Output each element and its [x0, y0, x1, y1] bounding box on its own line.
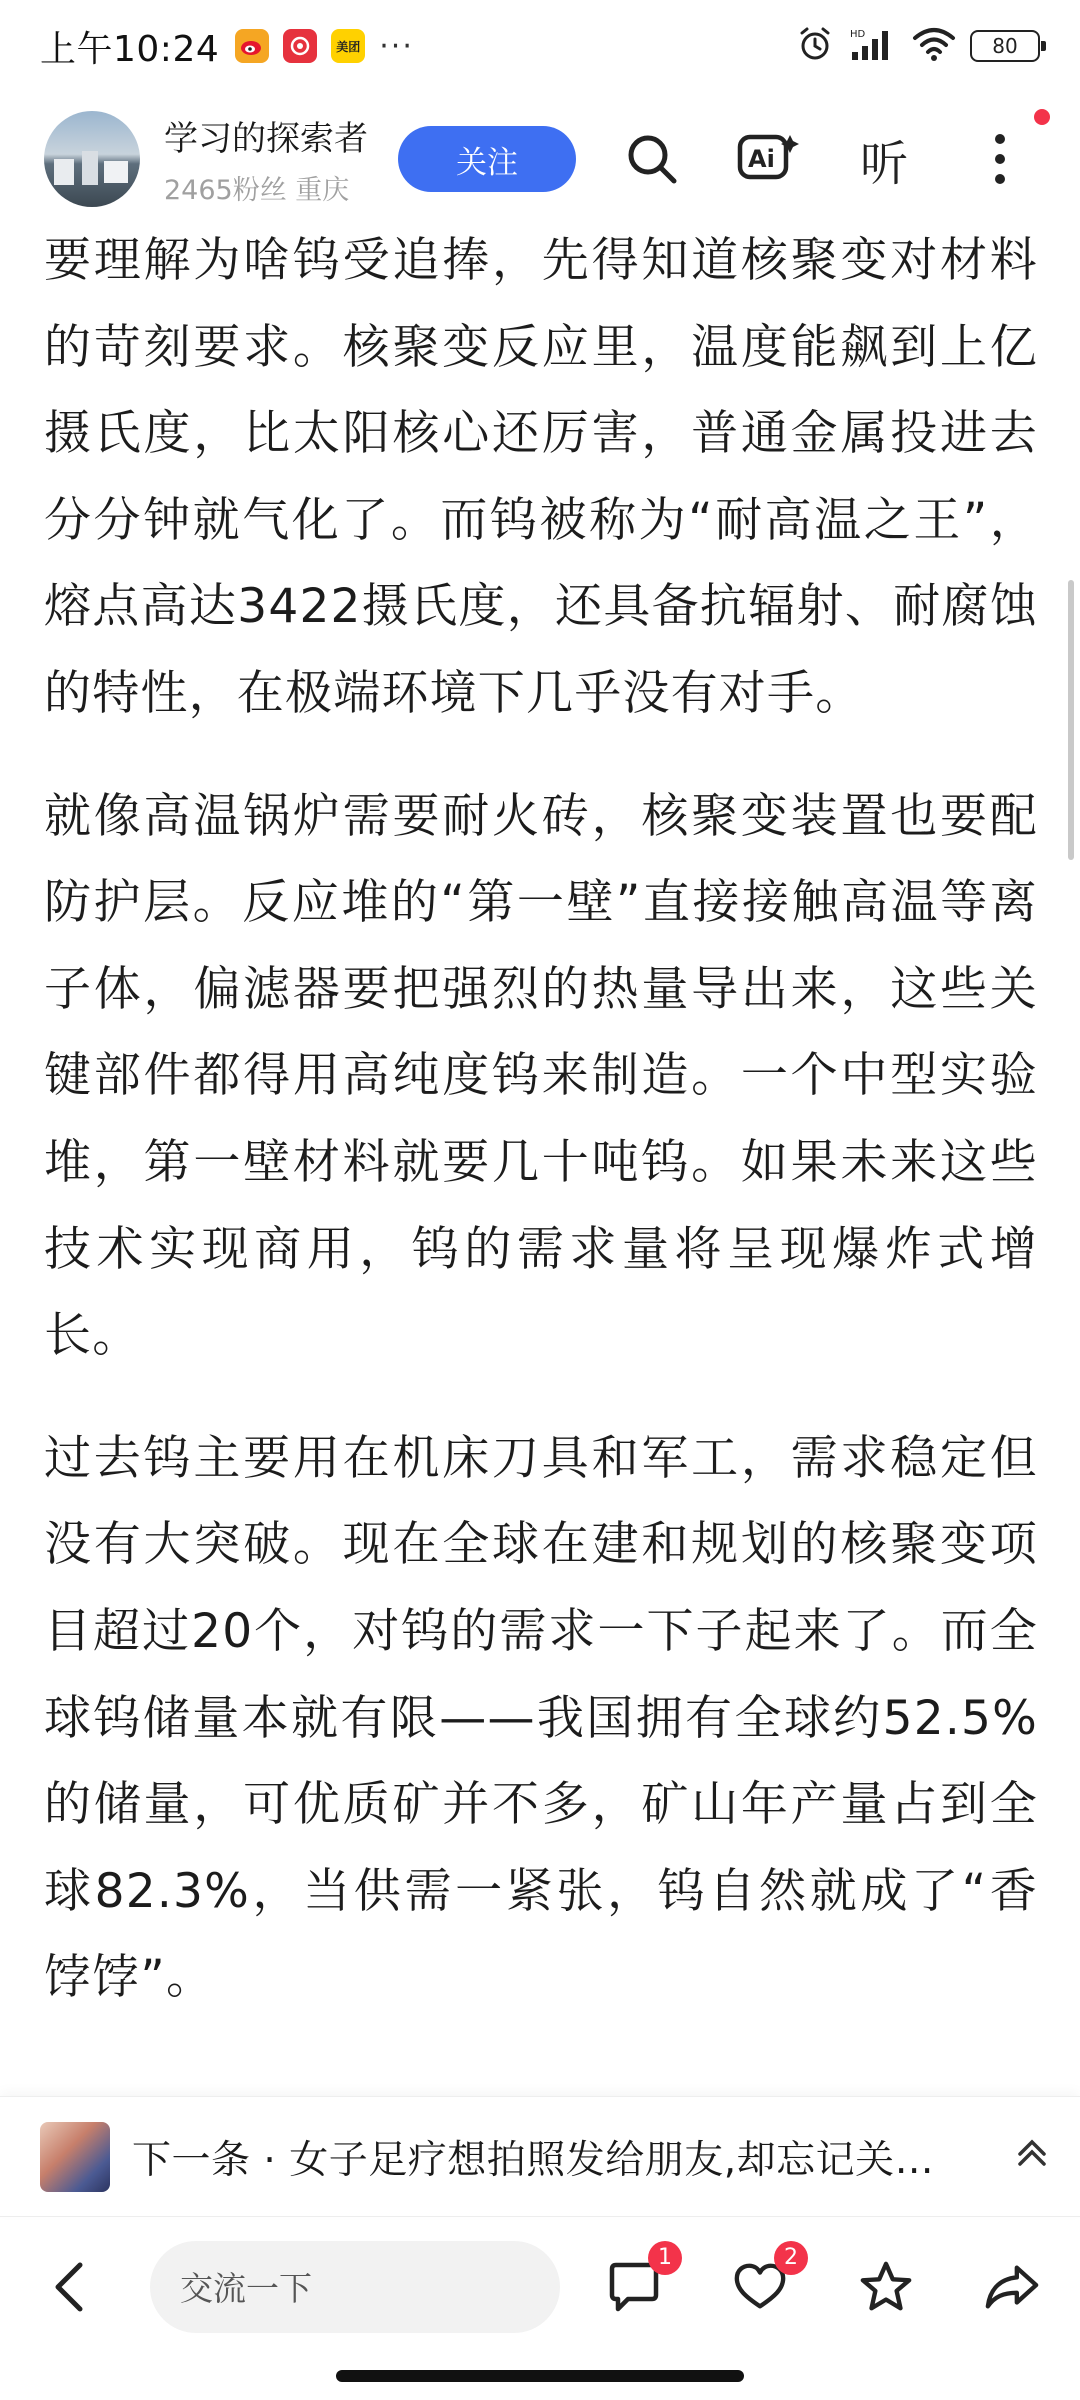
shopping-app-icon: [283, 29, 317, 63]
scrollbar-thumb[interactable]: [1068, 580, 1074, 860]
battery-indicator: 80: [970, 30, 1040, 62]
author-info[interactable]: [164, 111, 368, 207]
follow-button[interactable]: 关注: [398, 126, 576, 192]
next-article-title[interactable]: 下一条 · 女子足疗想拍照发给朋友,却忘记关…: [132, 2137, 935, 2183]
bottom-action-bar: [0, 2216, 1080, 2356]
comment-icon[interactable]: [606, 2245, 672, 2315]
favorite-star-icon[interactable]: [858, 2259, 914, 2315]
article-paragraph: 要理解为啥钨受追捧，先得知道核聚变对材料的苛刻要求。核聚变反应里，温度能飙到上亿摄氏度，比太阳核心还厉害，普通金属投进去分分钟就气化了。而钨被称为“耐高温之王”，熔点高达3422摄氏度，还具备抗辐射、耐腐蚀的特性，在极端环境下几乎没有对手。: [44, 233, 1038, 721]
more-menu-icon[interactable]: [964, 123, 1036, 195]
home-indicator[interactable]: [336, 2370, 744, 2382]
article-paragraph: 过去钨主要用在机床刀具和军工，需求稳定但没有大突破。现在全球在建和规划的核聚变项目超过20个，对钨的需求一下子起来了。而全球钨储量本就有限——我国拥有全球约52.5%的储量，可优质矿并不多，矿山年产量占到全球82.3%，当供需一紧张，钨自然就成了“香饽饽”。: [44, 1430, 1038, 2006]
alarm-icon: [796, 25, 834, 67]
comment-count-badge: 1: [648, 2241, 682, 2275]
weibo-icon: [235, 29, 269, 63]
like-count-badge: 2: [774, 2241, 808, 2275]
next-article-thumbnail[interactable]: [40, 2122, 110, 2192]
author-meta: 2465粉丝 重庆: [164, 175, 350, 206]
article-body: [44, 218, 1038, 2058]
status-app-icons: [235, 29, 365, 63]
header-actions: [616, 123, 1036, 195]
svg-text:Ai: Ai: [748, 145, 775, 173]
listen-button[interactable]: 听: [859, 135, 908, 192]
status-time: 上午10:24: [40, 28, 220, 70]
author-avatar[interactable]: [44, 111, 140, 207]
bottom-icons: [606, 2245, 1040, 2315]
comment-input-placeholder: 交流一下: [180, 2269, 312, 2308]
article-header: [0, 104, 1080, 214]
ai-assistant-icon[interactable]: [732, 123, 804, 195]
chevron-up-icon[interactable]: [1014, 2134, 1050, 2179]
author-name[interactable]: 学习的探索者: [164, 119, 368, 159]
next-article-bar[interactable]: [0, 2096, 1080, 2216]
svg-text:HD: HD: [850, 29, 866, 40]
share-icon[interactable]: [984, 2259, 1040, 2315]
search-icon[interactable]: [616, 123, 688, 195]
like-icon[interactable]: [732, 2245, 798, 2315]
status-more-dots: ···: [379, 28, 414, 64]
wifi-icon: [912, 26, 956, 66]
back-icon[interactable]: [40, 2257, 100, 2317]
meituan-icon: 美团: [331, 29, 365, 63]
comment-input[interactable]: [150, 2241, 560, 2333]
status-bar: [0, 0, 1080, 92]
status-right: [796, 25, 1040, 67]
signal-icon: [848, 26, 898, 66]
notification-dot: [1034, 109, 1050, 125]
article-paragraph: 就像高温锅炉需要耐火砖，核聚变装置也要配防护层。反应堆的“第一壁”直接接触高温等离子体，偏滤器要把强烈的热量导出来，这些关键部件都得用高纯度钨来制造。一个中型实验堆，第一壁材料就要几十吨钨。如果未来这些技术实现商用，钨的需求量将呈现爆炸式增长。: [44, 788, 1038, 1364]
